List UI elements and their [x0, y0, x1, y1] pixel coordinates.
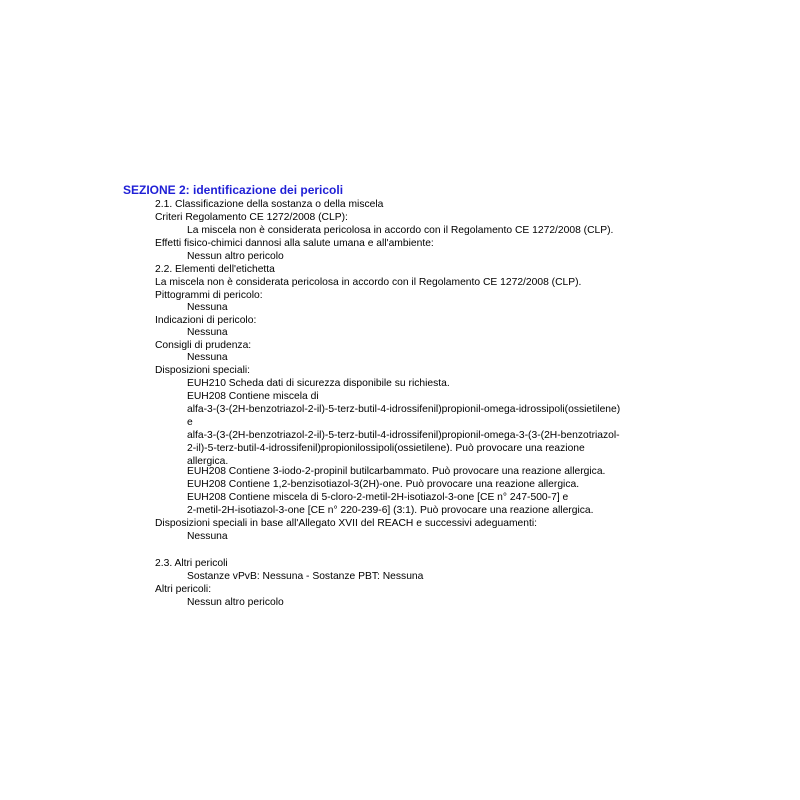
precautionary-value: Nessuna	[187, 352, 228, 363]
clp-criteria-value: La miscela non è considerata pericolosa in accordo con il Regolamento CE 1272/2008 (CLP).	[187, 225, 614, 236]
euh208-substance-2a: alfa-3-(3-(2H-benzotriazol-2-il)-5-terz-butil-4-idrossifenil)propionil-omega-3-(3-(2H-benzotriazol-	[187, 430, 620, 441]
physchem-effects-label: Effetti fisico-chimici dannosi alla salute umana e all'ambiente:	[155, 238, 434, 249]
physchem-effects-value: Nessun altro pericolo	[187, 251, 284, 262]
vpvb-pbt-line: Sostanze vPvB: Nessuna - Sostanze PBT: Nessuna	[187, 571, 424, 582]
euh208-iodopropynyl: EUH208 Contiene 3-iodo-2-propinil butilcarbammato. Può provocare una reazione allergica.	[187, 466, 606, 477]
pictograms-value: Nessuna	[187, 302, 228, 313]
reach-annex-xvii-label: Disposizioni speciali in base all'Allegato XVII del REACH e successivi adeguamenti:	[155, 518, 537, 529]
special-provisions-label: Disposizioni speciali:	[155, 365, 250, 376]
section-title: SEZIONE 2: identificazione dei pericoli	[123, 183, 344, 197]
euh208-substance-2c: allergica.	[187, 456, 229, 467]
other-hazards-label: Altri pericoli:	[155, 584, 212, 595]
subsection-2-2-heading: 2.2. Elementi dell'etichetta	[155, 264, 275, 275]
euh208-cmit-mit-a: EUH208 Contiene miscela di 5-cloro-2-metil-2H-isotiazol-3-one [CE n° 247-500-7] e	[187, 492, 569, 503]
euh208-conjunction: e	[187, 417, 193, 428]
label-elements-statement: La miscela non è considerata pericolosa in accordo con il Regolamento CE 1272/2008 (CLP).	[155, 277, 582, 288]
euh210-line: EUH210 Scheda dati di sicurezza disponibile su richiesta.	[187, 378, 450, 389]
hazard-statements-value: Nessuna	[187, 327, 228, 338]
euh208-cmit-mit-b: 2-metil-2H-isotiazol-3-one [CE n° 220-239-6] (3:1). Può provocare una reazione allergica.	[187, 505, 594, 516]
reach-annex-xvii-value: Nessuna	[187, 531, 228, 542]
other-hazards-value: Nessun altro pericolo	[187, 597, 284, 608]
precautionary-label: Consigli di prudenza:	[155, 340, 252, 351]
subsection-2-1-heading: 2.1. Classificazione della sostanza o della miscela	[155, 199, 384, 210]
euh208-substance-2b: 2-il)-5-terz-butil-4-idrossifenil)propionilossipoli(ossietilene). Può provocare una reazione	[187, 443, 585, 454]
pictograms-label: Pittogrammi di pericolo:	[155, 290, 263, 301]
euh208-mixture-line: EUH208 Contiene miscela di	[187, 391, 319, 402]
subsection-2-3-heading: 2.3. Altri pericoli	[155, 558, 228, 569]
hazard-statements-label: Indicazioni di pericolo:	[155, 315, 257, 326]
euh208-substance-1: alfa-3-(3-(2H-benzotriazol-2-il)-5-terz-butil-4-idrossifenil)propionil-omega-idrossipoli(ossietilene)	[187, 404, 621, 415]
clp-criteria-label: Criteri Regolamento CE 1272/2008 (CLP):	[155, 212, 348, 223]
euh208-benzisothiazolinone: EUH208 Contiene 1,2-benzisotiazol-3(2H)-one. Può provocare una reazione allergica.	[187, 479, 580, 490]
